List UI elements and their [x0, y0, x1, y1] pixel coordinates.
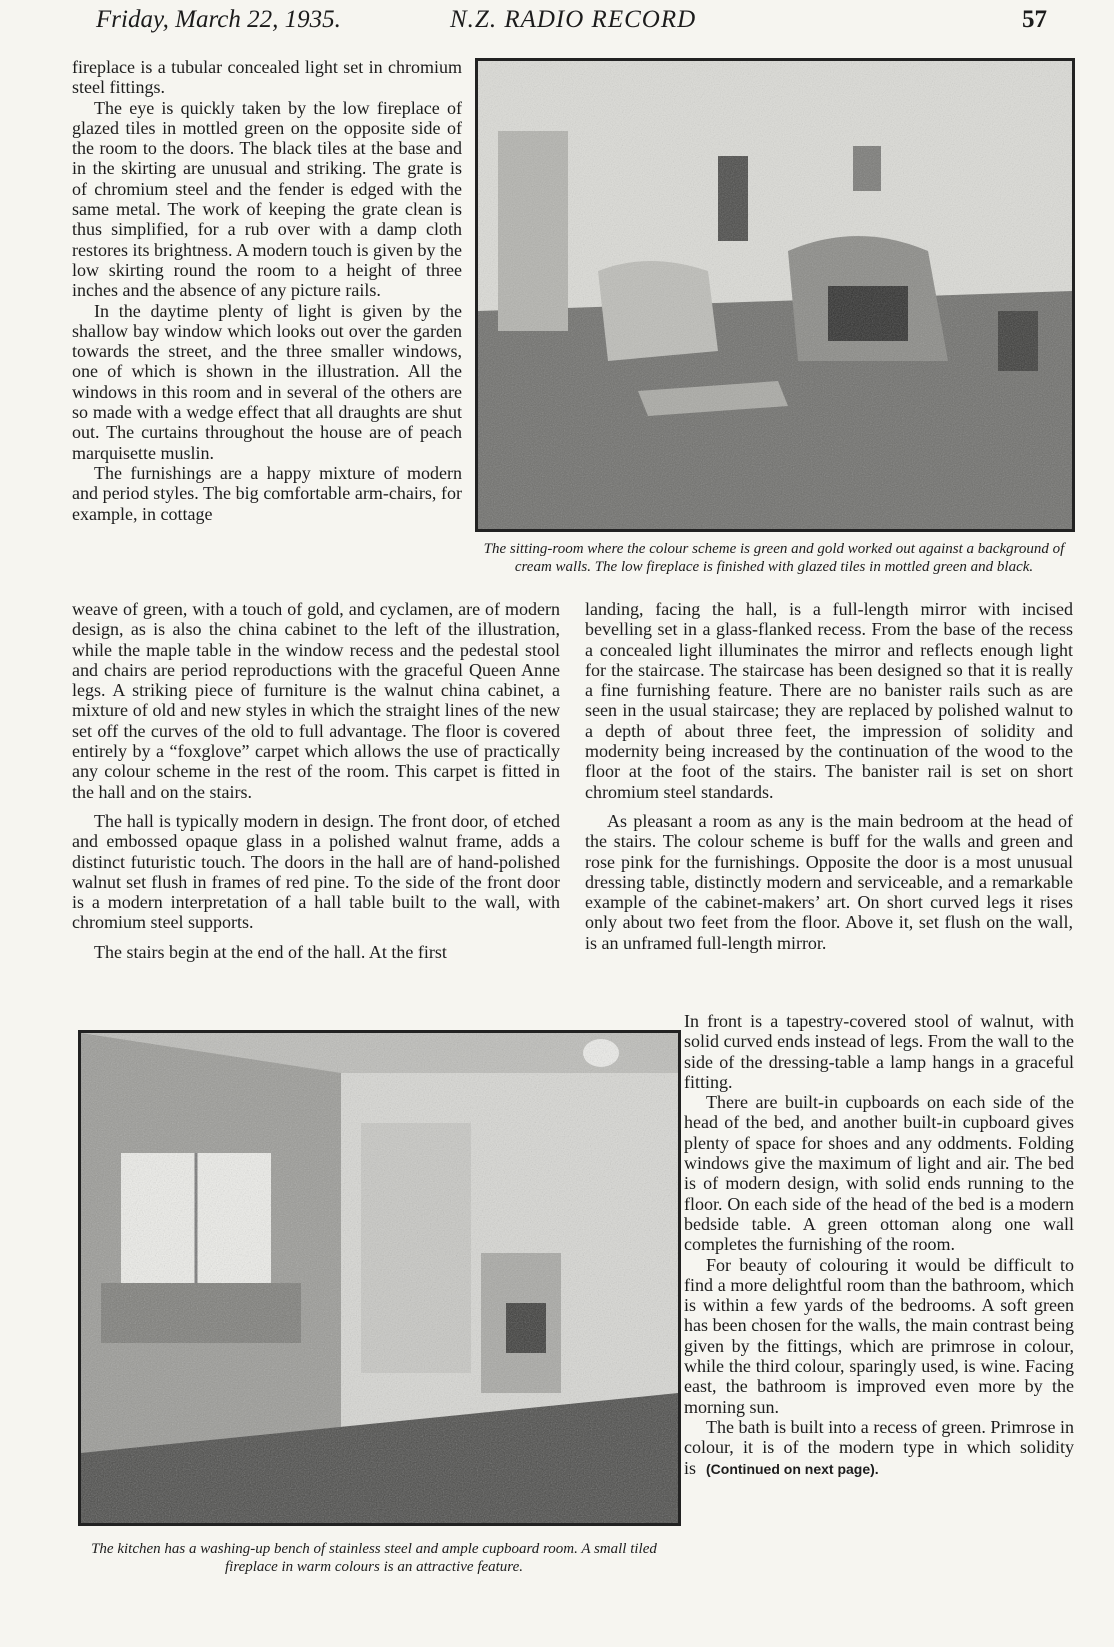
- sitting-room-photo: [475, 58, 1075, 532]
- paragraph: In the daytime plenty of light is given by the shallow bay window which looks out over the garden towards the street, and the three smaller windows, one of which is shown in the illustration. All the windows in this room and in several of the others are so made with a wedge effect that all draughts are shut out. The curtains throughout the house are of peach marquisette muslin.: [72, 300, 462, 463]
- issue-date: Friday, March 22, 1935.: [96, 6, 341, 33]
- article-column-top-left: [72, 57, 462, 569]
- paragraph: There are built-in cupboards on each side of the head of the bed, and another built-in cupboard gives plenty of space for shoes and any oddments. Folding windows give the maximum of light and air. The bed is of modern design, with solid ends running to the floor. On each side of the head of the bed is a modern bedside table. A green ottoman along one wall completes the furnishing of the room.: [684, 1092, 1074, 1255]
- publication-title: N.Z. RADIO RECORD: [450, 6, 697, 33]
- paragraph: fireplace is a tubular concealed light set in chromium steel fittings.: [72, 57, 462, 98]
- sitting-room-caption: The sitting-room where the colour scheme is green and gold worked out against a background of cream walls. The low fireplace is finished with glazed tiles in mottled green and black.: [483, 541, 1065, 575]
- page-header: [0, 6, 1114, 40]
- article-column-bottom-right: [684, 1011, 1074, 1581]
- kitchen-photo: [78, 1030, 681, 1526]
- paragraph: [684, 1417, 1074, 1479]
- paragraph: landing, facing the hall, is a full-length mirror with incised bevelling set in a glass-flanked recess. From the base of the recess a concealed light illuminates the mirror and reflects enough light for the staircase. The staircase has been designed so that it is really a fine furnishing feature. There are no banister rails such as are seen in the usual staircase; they are replaced by polished walnut to a depth of about three feet, the impression of solidity and modernity being increased by the continuation of the wood to the floor at the foot of the stairs. The banister rail is set on short chromium steel standards.: [585, 599, 1073, 802]
- article-column-middle-left: [72, 599, 560, 1023]
- paragraph: The furnishings are a happy mixture of modern and period styles. The big comfortable arm-chairs, for example, in cottage: [72, 462, 462, 524]
- kitchen-caption: The kitchen has a washing-up bench of stainless steel and ample cupboard room. A small tiled fireplace in warm colours is an attractive feature.: [91, 1541, 657, 1575]
- continued-note: (Continued on next page).: [706, 1460, 879, 1477]
- paragraph: As pleasant a room as any is the main bedroom at the head of the stairs. The colour scheme is buff for the walls and green and rose pink for the furnishings. Opposite the door is a most unusual dressing table, distinctly modern and serviceable, and a remarkable example of the cabinet-makers’ art. On short curved legs it rises only about two feet from the floor. Above it, set flush on the wall, is an unframed full-length mirror.: [585, 810, 1073, 953]
- page-number: 57: [1022, 6, 1047, 33]
- paragraph: weave of green, with a touch of gold, and cyclamen, are of modern design, as is also the china cabinet to the left of the illustration, while the maple table in the window recess and the pedestal stool and chairs are period reproductions with the graceful Queen Anne legs. A striking piece of furniture is the walnut china cabinet, a mixture of old and new styles in which the straight lines of the new set off the curves of the old to full advantage. The floor is covered entirely by a “foxglove” carpet which allows the use of practically any colour scheme in the rest of the room. This carpet is fitted in the hall and on the stairs.: [72, 599, 560, 802]
- paragraph: The eye is quickly taken by the low fireplace of glazed tiles in mottled green on the opposite side of the room to the doors. The black tiles at the base and in the skirting are unusual and striking. The grate is of chromium steel and the fender is edged with the same metal. The work of keeping the grate clean is thus simplified, for a rub over with a damp cloth restores its brightness. A modern touch is given by the low skirting round the room to a height of three inches and the absence of any picture rails.: [72, 97, 462, 301]
- article-column-middle-right: [585, 599, 1073, 1012]
- paragraph: In front is a tapestry-covered stool of walnut, with solid curved ends instead of legs. From the wall to the side of the dressing-table a lamp hangs in a graceful fitting.: [684, 1011, 1074, 1092]
- paragraph: For beauty of colouring it would be difficult to find a more delightful room than the bathroom, which is within a few yards of the bedrooms. A soft green has been chosen for the walls, the main contrast being given by the fittings, which are primrose in colour, while the third colour, sparingly used, is wine. Facing east, the bathroom is improved even more by the morning sun.: [684, 1254, 1074, 1417]
- paragraph: The stairs begin at the end of the hall. At the first: [94, 941, 447, 962]
- paragraph-text: The bath is built into a recess of green. Primrose in colour, it is of the modern type in which solidity is: [684, 1416, 1074, 1478]
- paragraph: The hall is typically modern in design. The front door, of etched and embossed opaque glass in a polished walnut frame, adds a distinct futuristic touch. The doors in the hall are of hand-polished walnut set flush in frames of red pine. To the side of the front door is a modern interpretation of a hall table built to the wall, with chromium steel supports.: [72, 810, 560, 933]
